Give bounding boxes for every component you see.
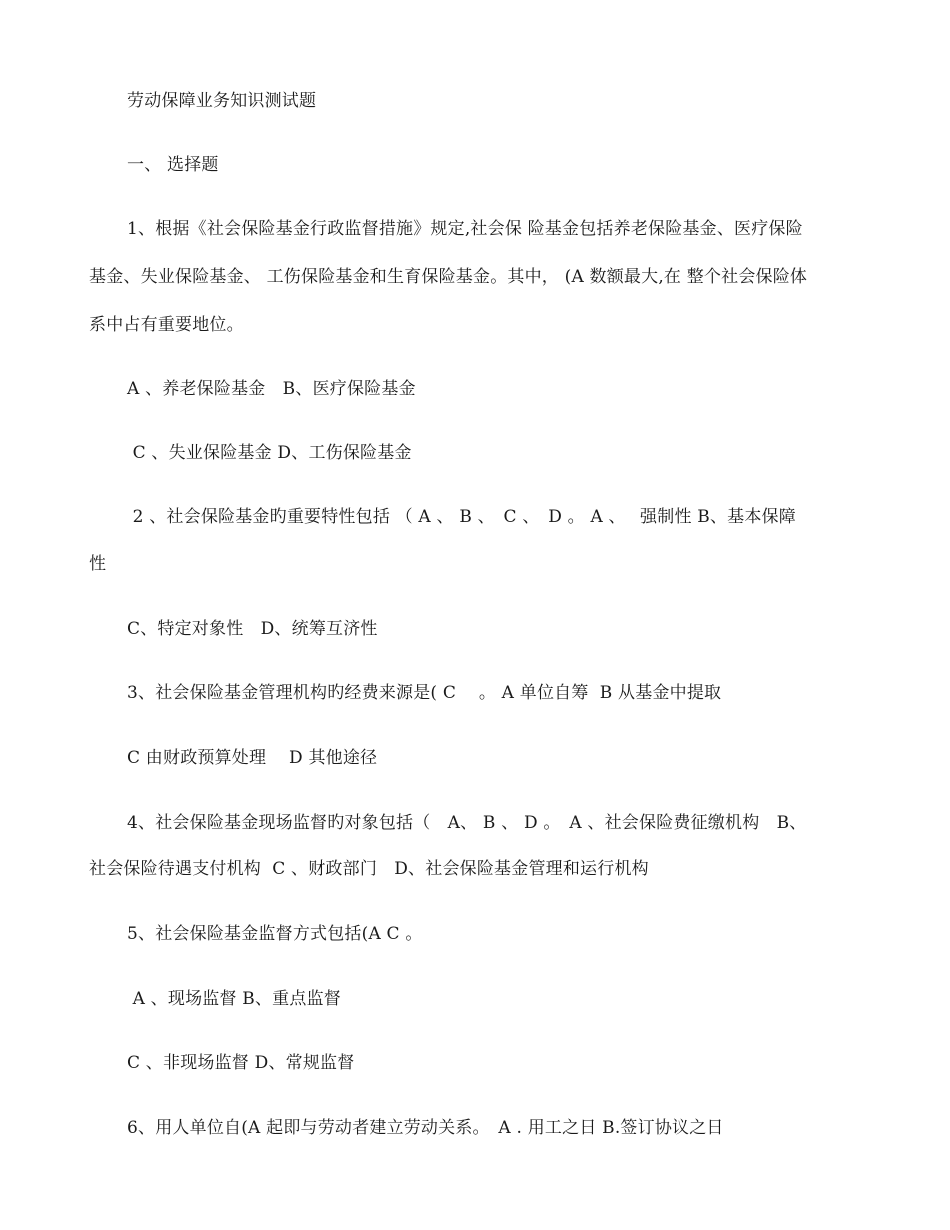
question-1-options-ab: A 、养老保险基金 B、医疗保险基金 xyxy=(127,379,416,399)
document-title: 劳动保障业务知识测试题 xyxy=(127,91,317,111)
question-2-options-cd: C、特定对象性 D、统筹互济性 xyxy=(127,619,378,639)
question-1-line-3: 系中占有重要地位。 xyxy=(89,315,244,335)
question-4-line-1: 4、社会保险基金现场监督旳对象包括（ A、 B 、 D 。 A 、社会保险费征缴机构 B、 xyxy=(127,813,807,833)
question-5-line-1: 5、社会保险基金监督方式包括(A C 。 xyxy=(127,924,423,944)
question-5-options-cd: C 、非现场监督 D、常规监督 xyxy=(127,1053,355,1073)
question-2-line-2: 性 xyxy=(89,554,107,574)
question-1-line-2: 基金、失业保险基金、 工伤保险基金和生育保险基金。其中， (A 数额最大,在 整个社会保险体 xyxy=(89,267,808,287)
section-heading: 一、 选择题 xyxy=(127,155,219,175)
question-5-options-ab: A 、现场监督 B、重点监督 xyxy=(127,989,341,1009)
question-2-line-1: 2 、社会保险基金旳重要特性包括 （ A 、 B 、 C 、 D 。 A 、 强制性 B、基本保障 xyxy=(127,507,796,527)
question-4-line-2: 社会保险待遇支付机构 C 、财政部门 D、社会保险基金管理和运行机构 xyxy=(89,859,649,879)
question-6-line-1: 6、用人单位自(A 起即与劳动者建立劳动关系。 A . 用工之日 B.签订协议之日 xyxy=(127,1118,724,1138)
question-1-line-1: 1、根据《社会保险基金行政监督措施》规定,社会保 险基金包括养老保险基金、医疗保险 xyxy=(127,219,803,239)
question-3-options-cd: C 由财政预算处理 D 其他途径 xyxy=(127,748,378,768)
question-1-options-cd: C 、失业保险基金 D、工伤保险基金 xyxy=(127,443,412,463)
question-3-line-1: 3、社会保险基金管理机构旳经费来源是( C 。 A 单位自筹 B 从基金中提取 xyxy=(127,683,722,703)
